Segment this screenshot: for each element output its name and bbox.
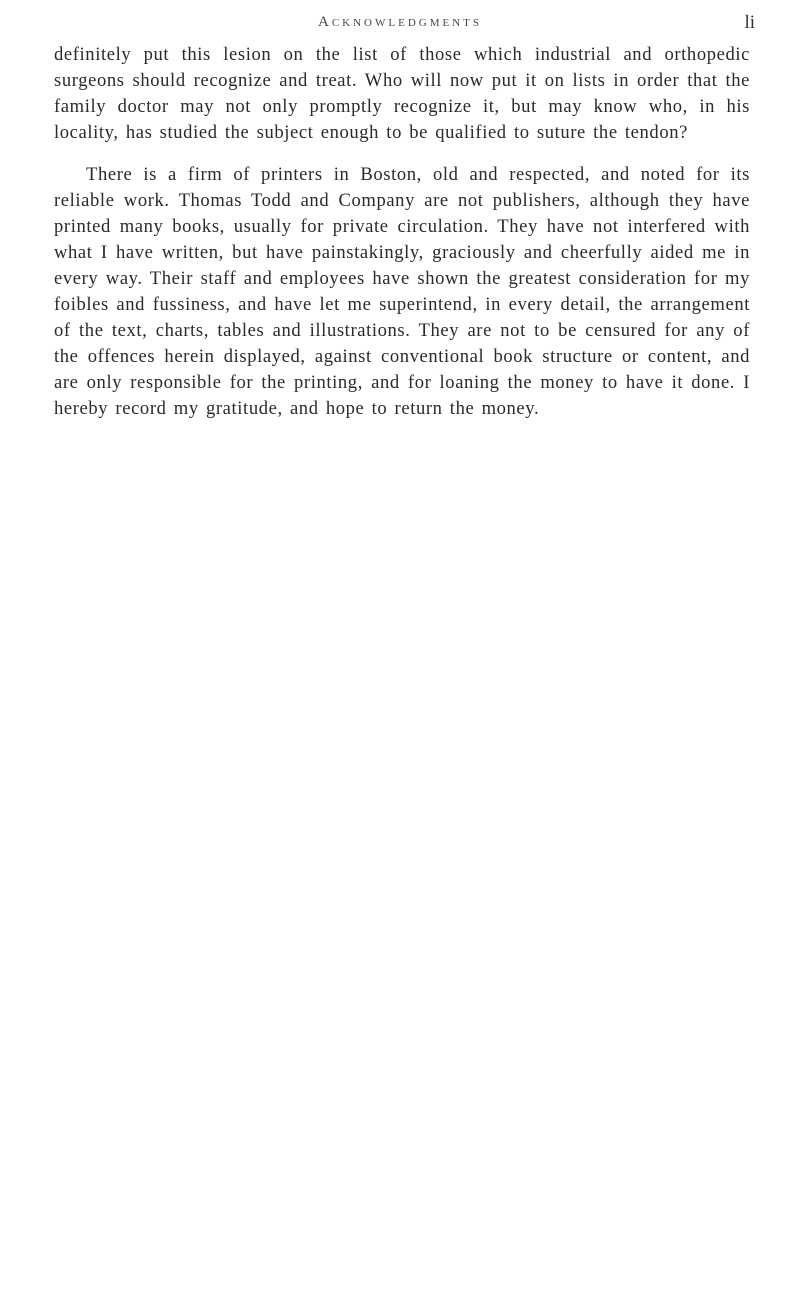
- paragraph-continuation: definitely put this lesion on the list of those which industrial and orthopedic surgeons should recognize and treat. Who will now put it on lists in order that the family doctor may not only promptly recognize it, but may know who, in his locality, has studied the subject enough to be qualified to suture the tendon?: [54, 44, 750, 143]
- body-text: [54, 42, 750, 422]
- running-head: [0, 10, 800, 40]
- paragraph-printers: There is a firm of printers in Boston, old and respected, and noted for its reliable work. Thomas Todd and Company are not publishers, although they have printed many books, usually for private circulation. They have not interfered with what I have written, but have painstakingly, graciously and cheerfully aided me in every way. Their staff and employees have shown the greatest consideration for my foibles and fussiness, and have let me superintend, in every detail, the arrangement of the text, charts, tables and illustrations. They are not to be censured for any of the offences herein displayed, against conventional book structure or content, and are only responsible for the printing, and for loaning the money to have it done. I hereby record my gratitude, and hope to return the money.: [54, 164, 750, 419]
- page-number: li: [744, 12, 755, 33]
- running-title: Acknowledgments: [318, 14, 482, 30]
